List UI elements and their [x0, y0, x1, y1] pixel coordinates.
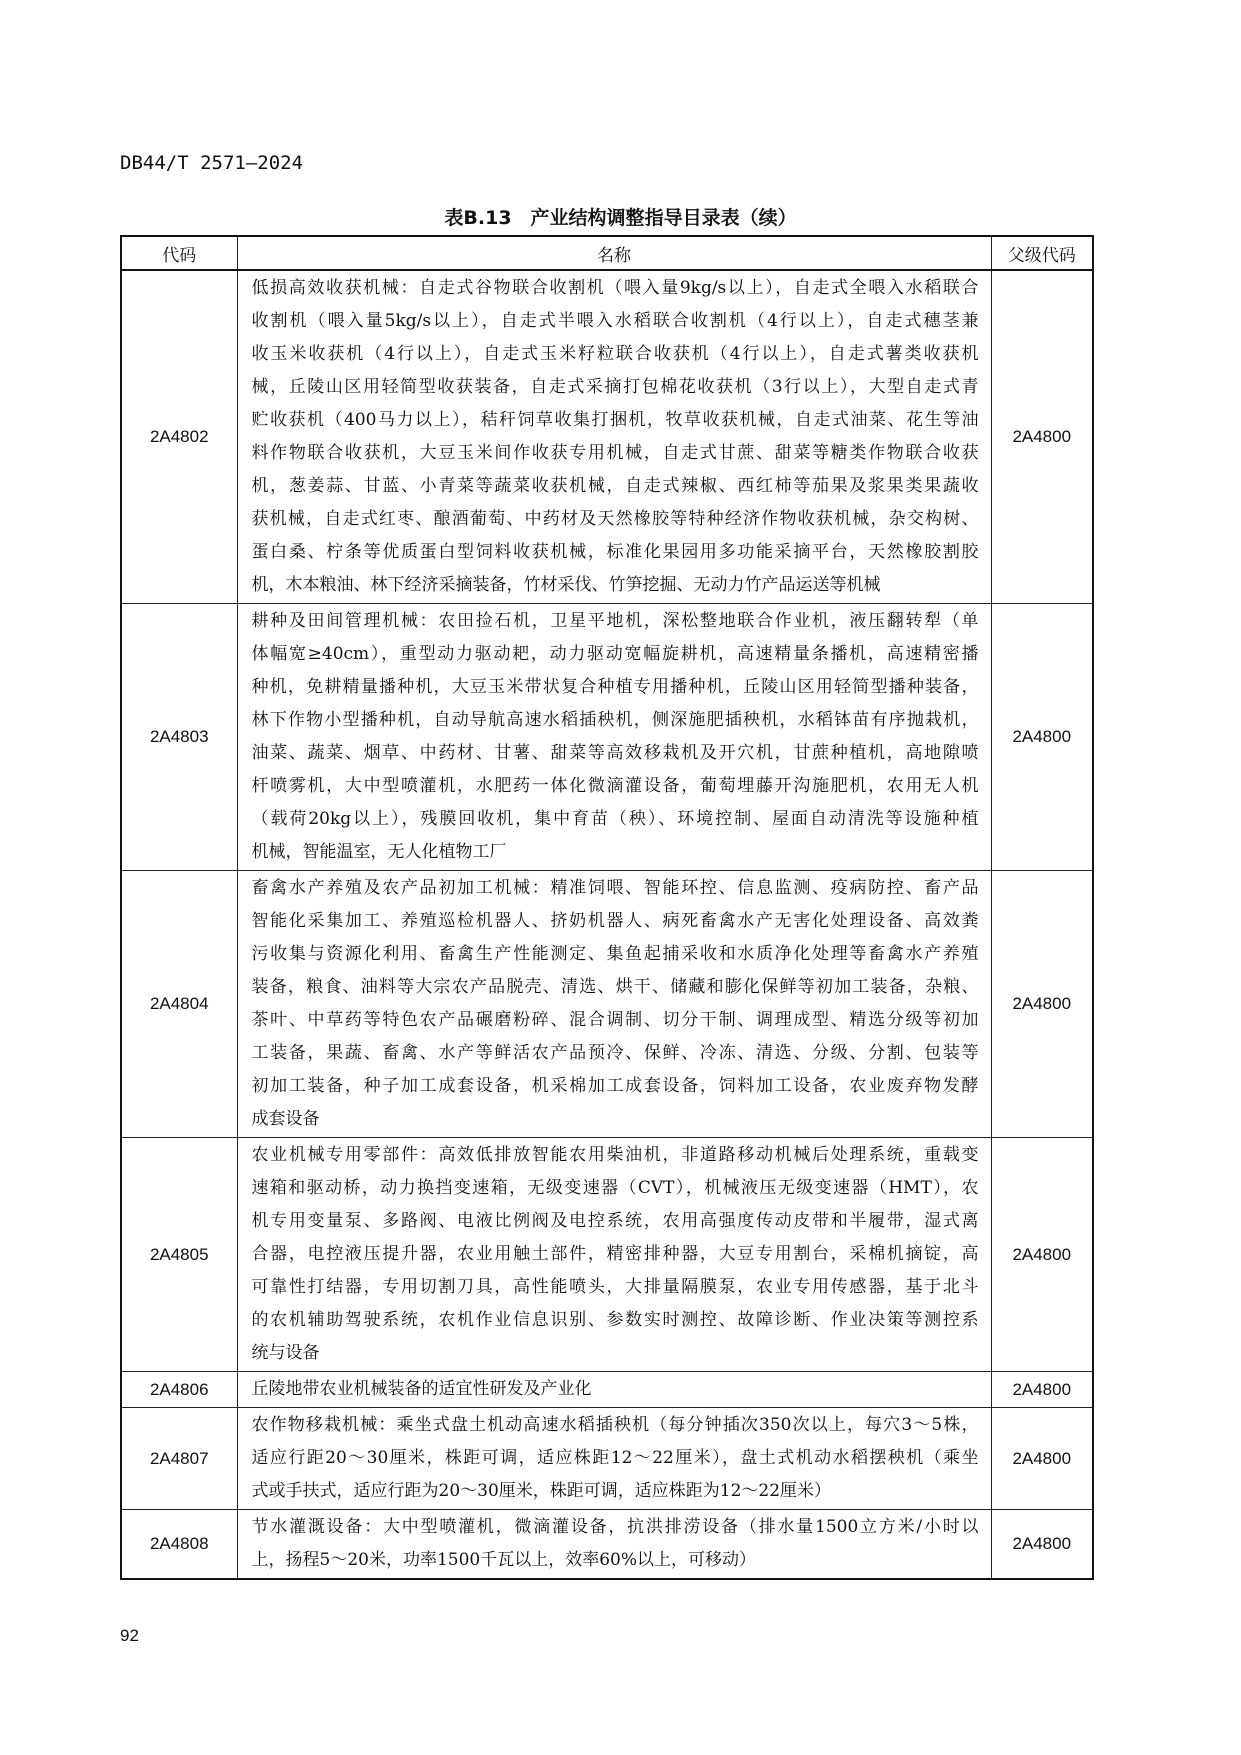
- name-text-line: 茶叶、中草药等特色农产品碾磨粉碎、混合调制、切分干制、调理成型、精选分级等初加: [251, 1010, 979, 1030]
- name-text-line: 体幅宽≥40cm），重型动力驱动耙，动力驱动宽幅旋耕机，高速精量条播机，高速精密播: [251, 644, 979, 664]
- name-text-line: 林下作物小型播种机，自动导航高速水稻插秧机，侧深施肥插秧机，水稻钵苗有序抛栽机，: [251, 710, 979, 730]
- cell-parent-code: 2A4800: [991, 1510, 1093, 1580]
- name-text-line: 畜禽水产养殖及农产品初加工机械：精准饲喂、智能环控、信息监测、疫病防控、畜产品: [251, 878, 979, 898]
- column-header-name: 名称: [237, 236, 991, 270]
- name-text-line: 机，木本粮油、林下经济采摘装备，竹材采伐、竹笋挖掘、无动力竹产品运送等机械: [251, 575, 881, 595]
- catalog-table: [120, 235, 1094, 1580]
- cell-name: [237, 871, 991, 1138]
- name-text-line: 式或手扶式，适应行距为20～30厘米，株距可调，适应株距为12～22厘米）: [251, 1481, 832, 1501]
- column-header-code: 代码: [121, 236, 237, 270]
- cell-parent-code: 2A4800: [991, 871, 1093, 1138]
- name-text-line: 污收集与资源化利用、畜禽生产性能测定、集鱼起捕采收和水质净化处理等畜禽水产养殖: [251, 944, 979, 964]
- name-text-line: 丘陵地带农业机械装备的适宜性研发及产业化: [251, 1379, 592, 1399]
- name-text-line: 种机，免耕精量播种机，大豆玉米带状复合种植专用播种机，丘陵山区用轻简型播种装备，: [251, 677, 979, 697]
- name-text-line: 油菜、蔬菜、烟草、中药材、甘薯、甜菜等高效移栽机及开穴机，甘蔗种植机，高地隙喷: [251, 743, 979, 763]
- cell-code: 2A4804: [121, 871, 237, 1138]
- name-text-line: 智能化采集加工、养殖巡检机器人、挤奶机器人、病死畜禽水产无害化处理设备、高效粪: [251, 911, 979, 931]
- page-number: 92: [120, 1626, 139, 1645]
- name-text-line: 贮收获机（400马力以上），秸秆饲草收集打捆机，牧草收获机械，自走式油菜、花生等油: [251, 410, 979, 430]
- name-text-line: 蛋白桑、柠条等优质蛋白型饲料收获机械，标准化果园用多功能采摘平台，天然橡胶割胶: [251, 542, 979, 562]
- cell-name: [237, 604, 991, 871]
- name-text-line: 机械，智能温室，无人化植物工厂: [251, 842, 507, 862]
- name-text-line: 初加工装备，种子加工成套设备，机采棉加工成套设备，饲料加工设备，农业废弃物发酵: [251, 1076, 979, 1096]
- table-row: [121, 1408, 1093, 1510]
- name-text-line: 收玉米收获机（4行以上），自走式玉米籽粒联合收获机（4行以上），自走式薯类收获机: [251, 344, 979, 364]
- table-row: [121, 1138, 1093, 1372]
- name-text-line: （载荷20kg以上），残膜回收机，集中育苗（秧）、环境控制、屋面自动清洗等设施种植: [251, 809, 979, 829]
- cell-code: 2A4802: [121, 270, 237, 604]
- cell-name: [237, 1510, 991, 1580]
- name-text-line: 上，扬程5～20米，功率1500千瓦以上，效率60%以上，可移动）: [251, 1550, 756, 1570]
- cell-code: 2A4806: [121, 1372, 237, 1408]
- cell-code: 2A4807: [121, 1408, 237, 1510]
- cell-name: [237, 1408, 991, 1510]
- name-text-line: 料作物联合收获机，大豆玉米间作收获专用机械，自走式甘蔗、甜菜等糖类作物联合收获: [251, 443, 979, 463]
- table-row: [121, 270, 1093, 604]
- cell-parent-code: 2A4800: [991, 1138, 1093, 1372]
- table-row: [121, 1510, 1093, 1580]
- name-text-line: 耕种及田间管理机械：农田捡石机，卫星平地机，深松整地联合作业机，液压翻转犁（单: [251, 611, 979, 631]
- name-text-line: 速箱和驱动桥，动力换挡变速箱，无级变速器（CVT），机械液压无级变速器（HMT），农: [251, 1178, 979, 1198]
- cell-name: [237, 270, 991, 604]
- name-text-line: 收割机（喂入量5kg/s以上），自走式半喂入水稻联合收割机（4行以上），自走式穗茎兼: [251, 311, 979, 331]
- name-text-line: 的农机辅助驾驶系统，农机作业信息识别、参数实时测控、故障诊断、作业决策等测控系: [251, 1310, 979, 1330]
- name-text-line: 杆喷雾机，大中型喷灌机，水肥药一体化微滴灌设备，葡萄埋藤开沟施肥机，农用无人机: [251, 776, 979, 796]
- cell-name: [237, 1138, 991, 1372]
- cell-parent-code: 2A4800: [991, 1372, 1093, 1408]
- cell-parent-code: 2A4800: [991, 270, 1093, 604]
- name-text-line: 机专用变量泵、多路阀、电液比例阀及电控系统，农用高强度传动皮带和半履带，湿式离: [251, 1211, 979, 1231]
- name-text-line: 装备，粮食、油料等大宗农产品脱壳、清选、烘干、储藏和膨化保鲜等初加工装备，杂粮、: [251, 977, 979, 997]
- cell-parent-code: 2A4800: [991, 1408, 1093, 1510]
- cell-name: [237, 1372, 991, 1408]
- table-row: [121, 1372, 1093, 1408]
- cell-code: 2A4803: [121, 604, 237, 871]
- cell-code: 2A4808: [121, 1510, 237, 1580]
- column-header-parent-code: 父级代码: [991, 236, 1093, 270]
- name-text-line: 农作物移栽机械：乘坐式盘土机动高速水稻插秧机（每分钟插次350次以上，每穴3～5株，: [251, 1415, 979, 1435]
- name-text-line: 机，葱姜蒜、甘蓝、小青菜等蔬菜收获机械，自走式辣椒、西红柿等茄果及浆果类果蔬收: [251, 476, 979, 496]
- document-id: DB44/T 2571—2024: [120, 152, 304, 174]
- name-text-line: 成套设备: [251, 1109, 320, 1129]
- name-text-line: 低损高效收获机械：自走式谷物联合收割机（喂入量9kg/s以上），自走式全喂入水稻联合: [251, 278, 979, 298]
- name-text-line: 节水灌溉设备：大中型喷灌机，微滴灌设备，抗洪排涝设备（排水量1500立方米/小时以: [251, 1517, 979, 1537]
- name-text-line: 械，丘陵山区用轻简型收获装备，自走式采摘打包棉花收获机（3行以上），大型自走式青: [251, 377, 979, 397]
- name-text-line: 获机械，自走式红枣、酿酒葡萄、中药材及天然橡胶等特种经济作物收获机械，杂交构树、: [251, 509, 979, 529]
- name-text-line: 适应行距20～30厘米，株距可调，适应株距12～22厘米），盘土式机动水稻摆秧机（乘坐: [251, 1448, 979, 1468]
- table-row: [121, 871, 1093, 1138]
- name-text-line: 统与设备: [251, 1343, 320, 1363]
- table-header-row: [121, 236, 1093, 270]
- table-row: [121, 604, 1093, 871]
- name-text-line: 合器，电控液压提升器，农业用触土部件，精密排种器，大豆专用割台，采棉机摘锭，高: [251, 1244, 979, 1264]
- name-text-line: 工装备，果蔬、畜禽、水产等鲜活农产品预冷、保鲜、冷冻、清选、分级、分割、包装等: [251, 1043, 979, 1063]
- name-text-line: 农业机械专用零部件：高效低排放智能农用柴油机，非道路移动机械后处理系统，重载变: [251, 1145, 979, 1165]
- cell-code: 2A4805: [121, 1138, 237, 1372]
- name-text-line: 可靠性打结器，专用切割刀具，高性能喷头，大排量隔膜泵，农业专用传感器，基于北斗: [251, 1277, 979, 1297]
- table-title: 表B.13 产业结构调整指导目录表（续）: [444, 207, 797, 229]
- cell-parent-code: 2A4800: [991, 604, 1093, 871]
